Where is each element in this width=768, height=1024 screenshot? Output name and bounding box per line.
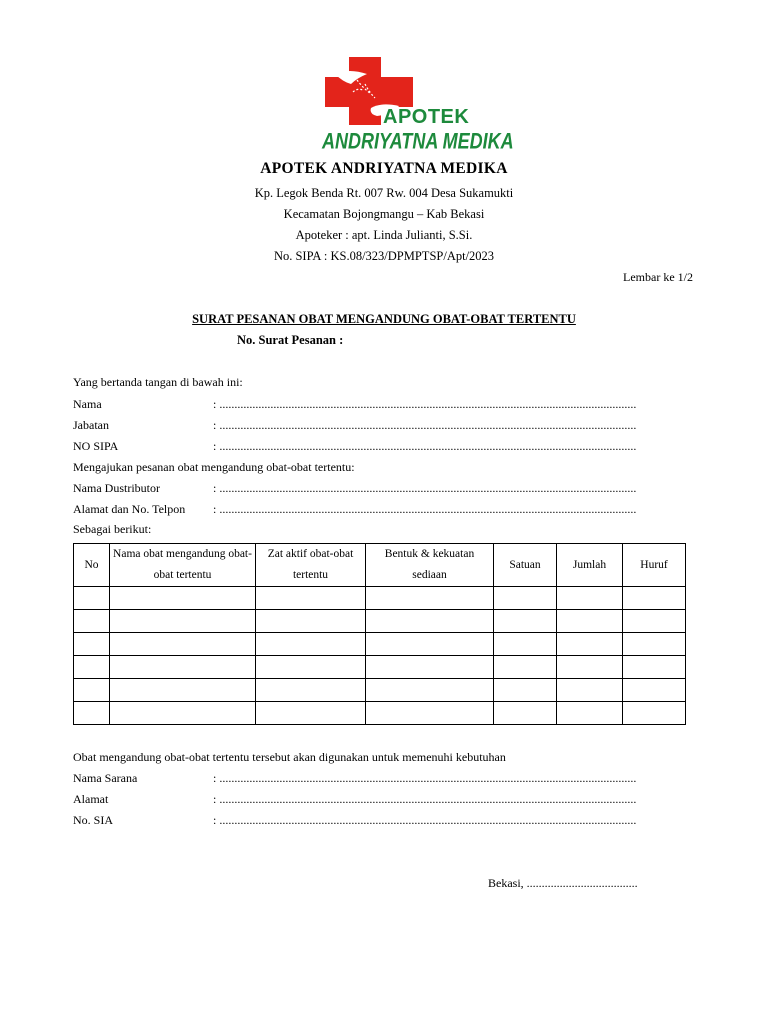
table-cell[interactable]	[74, 633, 110, 656]
table-cell[interactable]	[110, 656, 256, 679]
col-header-satuan: Satuan	[494, 544, 557, 587]
table-cell[interactable]	[74, 679, 110, 702]
table-cell[interactable]	[557, 679, 623, 702]
table-cell[interactable]	[110, 633, 256, 656]
table-cell[interactable]	[256, 656, 366, 679]
signer-intro: Yang bertanda tangan di bawah ini:	[73, 375, 243, 389]
col-header-jumlah: Jumlah	[557, 544, 623, 587]
field-value-alamat-telpon[interactable]: : ...........................................................................................................................................	[213, 502, 637, 516]
pharmacy-name: APOTEK ANDRIYATNA MEDIKA	[260, 160, 508, 177]
table-cell[interactable]	[623, 587, 686, 610]
address-line-2: Kecamatan Bojongmangu – Kab Bekasi	[283, 207, 485, 221]
table-cell[interactable]	[494, 702, 557, 725]
field-label-distributor: Nama Dustributor	[73, 481, 160, 495]
table-cell[interactable]	[623, 610, 686, 633]
field-value-nama-sarana[interactable]: : ...........................................................................................................................................	[213, 771, 637, 785]
col-header-nama-obat: Nama obat mengandung obat-obat tertentu	[110, 544, 256, 587]
table-row	[74, 633, 686, 656]
table-cell[interactable]	[256, 610, 366, 633]
table-cell[interactable]	[74, 587, 110, 610]
table-header-row	[74, 544, 686, 587]
table-cell[interactable]	[366, 656, 494, 679]
address-line-1: Kp. Legok Benda Rt. 007 Rw. 004 Desa Sukamukti	[254, 186, 514, 200]
signature-place-date[interactable]: Bekasi, .....................................	[488, 876, 638, 890]
table-cell[interactable]	[366, 587, 494, 610]
col-header-huruf: Huruf	[623, 544, 686, 587]
order-number-label: No. Surat Pesanan :	[237, 333, 344, 347]
table-cell[interactable]	[366, 633, 494, 656]
table-cell[interactable]	[557, 633, 623, 656]
table-row	[74, 679, 686, 702]
table-cell[interactable]	[623, 656, 686, 679]
field-label-jabatan: Jabatan	[73, 418, 109, 432]
field-value-sia[interactable]: : ...........................................................................................................................................	[213, 813, 637, 827]
table-cell[interactable]	[110, 587, 256, 610]
col-header-no: No	[74, 544, 110, 587]
table-cell[interactable]	[256, 587, 366, 610]
table-cell[interactable]	[557, 656, 623, 679]
table-cell[interactable]	[494, 610, 557, 633]
distributor-intro: Mengajukan pesanan obat mengandung obat-obat tertentu:	[73, 460, 355, 474]
license-number: No. SIPA : KS.08/323/DPMPTSP/Apt/2023	[273, 249, 495, 263]
field-label-alamat: Alamat	[73, 792, 109, 806]
table-cell[interactable]	[256, 679, 366, 702]
table-row	[74, 702, 686, 725]
pharmacist-name: Apoteker : apt. Linda Julianti, S.Si.	[295, 228, 473, 242]
pharmacy-logo	[322, 57, 514, 157]
table-cell[interactable]	[623, 679, 686, 702]
field-value-distributor[interactable]: : ...........................................................................................................................................	[213, 481, 637, 495]
table-intro: Sebagai berikut:	[73, 522, 152, 536]
table-cell[interactable]	[366, 702, 494, 725]
sheet-label: Lembar ke 1/2	[623, 270, 693, 284]
table-cell[interactable]	[256, 633, 366, 656]
field-value-jabatan[interactable]: : ...........................................................................................................................................	[213, 418, 637, 432]
table-cell[interactable]	[110, 702, 256, 725]
table-cell[interactable]	[494, 656, 557, 679]
field-label-nama: Nama	[73, 397, 102, 411]
field-label-alamat-telpon: Alamat dan No. Telpon	[73, 502, 186, 516]
field-label-sipa: NO SIPA	[73, 439, 119, 453]
field-value-alamat[interactable]: : ...........................................................................................................................................	[213, 792, 637, 806]
table-cell[interactable]	[366, 610, 494, 633]
col-header-zat-aktif: Zat aktif obat-obat tertentu	[256, 544, 366, 587]
field-label-sia: No. SIA	[73, 813, 114, 827]
logo-brand-line1: APOTEK	[383, 106, 470, 128]
table-cell[interactable]	[74, 656, 110, 679]
table-cell[interactable]	[74, 702, 110, 725]
logo-brand-line2: ANDRIYATNA MEDIKA	[322, 128, 514, 154]
table-cell[interactable]	[557, 587, 623, 610]
table-cell[interactable]	[557, 610, 623, 633]
table-cell[interactable]	[557, 702, 623, 725]
table-cell[interactable]	[623, 633, 686, 656]
table-cell[interactable]	[74, 610, 110, 633]
table-cell[interactable]	[494, 679, 557, 702]
table-row	[74, 656, 686, 679]
purpose-intro: Obat mengandung obat-obat tertentu tersebut akan digunakan untuk memenuhi kebutuhan	[73, 750, 506, 764]
field-value-nama[interactable]: : ...........................................................................................................................................	[213, 397, 637, 411]
document-title: SURAT PESANAN OBAT MENGANDUNG OBAT-OBAT TERTENTU	[192, 312, 576, 326]
table-row	[74, 587, 686, 610]
table-cell[interactable]	[623, 702, 686, 725]
table-row	[74, 610, 686, 633]
table-cell[interactable]	[494, 633, 557, 656]
table-cell[interactable]	[110, 610, 256, 633]
order-table	[73, 543, 686, 725]
table-cell[interactable]	[494, 587, 557, 610]
table-cell[interactable]	[256, 702, 366, 725]
table-cell[interactable]	[366, 679, 494, 702]
field-label-nama-sarana: Nama Sarana	[73, 771, 138, 785]
col-header-bentuk: Bentuk & kekuatan sediaan	[366, 544, 494, 587]
field-value-sipa[interactable]: : ...........................................................................................................................................	[213, 439, 637, 453]
table-cell[interactable]	[110, 679, 256, 702]
